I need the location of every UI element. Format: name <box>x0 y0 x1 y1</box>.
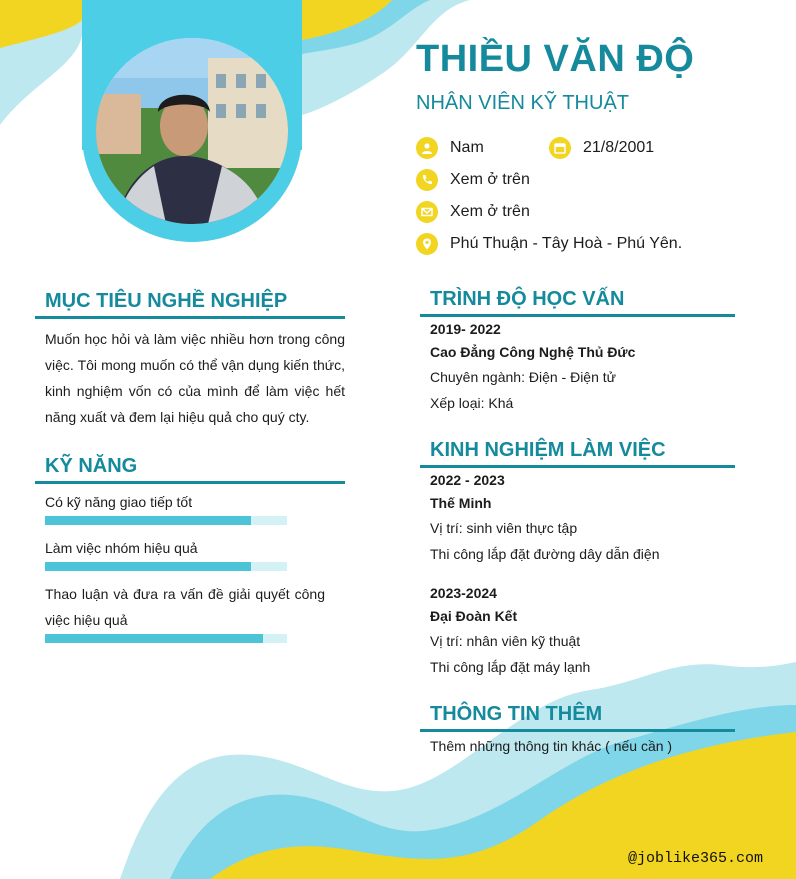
job-task: Thi công lắp đặt đường dây dẫn điện <box>430 546 660 562</box>
job-company: Đại Đoàn Kết <box>430 608 518 624</box>
skills-divider <box>35 481 345 484</box>
watermark: @joblike365.com <box>627 850 763 867</box>
skill-bar <box>45 562 287 571</box>
skills-title: KỸ NĂNG <box>45 455 138 477</box>
calendar-icon <box>549 137 571 159</box>
extra-info-divider <box>420 729 735 732</box>
candidate-name: THIỀU VĂN ĐỘ <box>416 38 695 80</box>
job-title: NHÂN VIÊN KỸ THUẬT <box>416 92 629 114</box>
address-value: Phú Thuận - Tây Hoà - Phú Yên. <box>450 235 683 252</box>
skill-bar <box>45 516 287 525</box>
education-title: TRÌNH ĐỘ HỌC VẤN <box>430 288 625 310</box>
objective-text: Muốn học hỏi và làm việc nhiều hơn trong công việc. Tôi mong muốn có thể vận dụng kiến thức, kinh nghiệm vốn có của mình để làm việc hết năng xuất và đem lại hiệu quả cho quý cty. <box>45 331 345 425</box>
education-period: 2019- 2022 <box>430 321 501 337</box>
skill-bar-fill <box>45 634 263 643</box>
extra-info-title: THÔNG TIN THÊM <box>430 703 603 725</box>
gender-row <box>416 137 484 159</box>
skill-label: Làm việc nhóm hiệu quả <box>45 540 198 556</box>
job-position: Vị trí: nhân viên kỹ thuật <box>430 633 581 649</box>
job-task: Thi công lắp đặt máy lạnh <box>430 659 591 675</box>
location-pin-icon <box>416 233 438 255</box>
objective-divider <box>35 316 345 319</box>
experience-divider <box>420 465 735 468</box>
skill-bar-fill <box>45 516 251 525</box>
skill-label: Thao luận và đưa ra vấn đề giải quyết công việc hiệu quả <box>45 586 325 628</box>
job-position: Vị trí: sinh viên thực tập <box>430 520 578 536</box>
job-period: 2022 - 2023 <box>430 472 505 488</box>
birthday-row <box>549 137 654 159</box>
education-grade: Xếp loại: Khá <box>430 395 514 411</box>
job-period: 2023-2024 <box>430 585 497 601</box>
objective-title: MỤC TIÊU NGHỀ NGHIỆP <box>45 290 288 312</box>
user-icon <box>416 137 438 159</box>
skill-label: Có kỹ năng giao tiếp tốt <box>45 494 193 510</box>
education-divider <box>420 314 735 317</box>
envelope-icon <box>416 201 438 223</box>
phone-value: Xem ở trên <box>450 171 530 188</box>
skill-bar <box>45 634 287 643</box>
education-major: Chuyên ngành: Điện - Điện tử <box>430 369 617 385</box>
gender-value: Nam <box>450 139 484 156</box>
education-school: Cao Đẳng Công Nghệ Thủ Đức <box>430 344 636 360</box>
job-company: Thế Minh <box>430 495 492 511</box>
phone-icon <box>416 169 438 191</box>
email-row <box>416 201 530 223</box>
extra-info-text: Thêm những thông tin khác ( nếu cần ) <box>430 738 673 754</box>
experience-title: KINH NGHIỆM LÀM VIỆC <box>430 439 666 461</box>
profile-photo <box>96 38 288 224</box>
person-photo-icon <box>96 38 288 224</box>
birthday-value: 21/8/2001 <box>583 139 655 156</box>
skill-bar-fill <box>45 562 251 571</box>
phone-row <box>416 169 530 191</box>
address-row <box>416 233 682 255</box>
email-value: Xem ở trên <box>450 203 530 220</box>
